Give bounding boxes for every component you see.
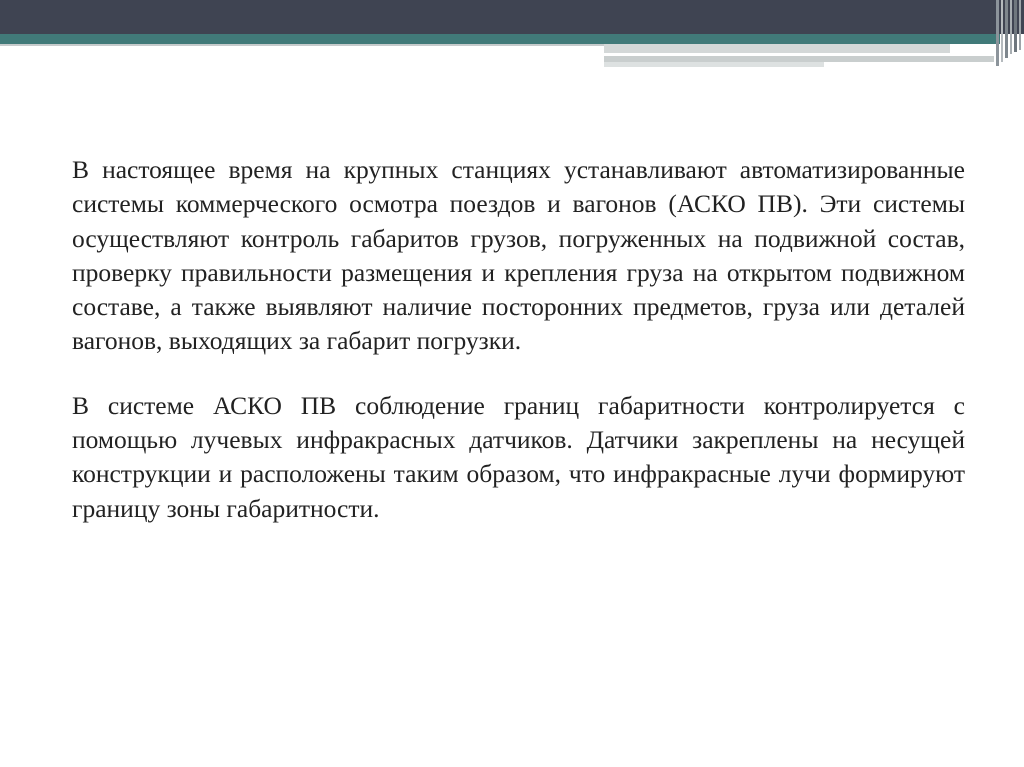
header-accent-stripe — [0, 34, 1000, 44]
header-band — [0, 0, 1024, 34]
corner-decor-stripe — [1019, 0, 1021, 50]
header-divider-line — [0, 44, 604, 46]
header-decor-bar — [604, 44, 950, 53]
corner-decor-stripe — [1010, 0, 1012, 54]
header-decor-bar — [604, 62, 824, 67]
corner-decor-stripe — [1005, 0, 1008, 58]
paragraph-infrared-sensors: В системе АСКО ПВ соблюдение границ габаритности контролируется с помощью лучевых инфракрасных датчиков. Датчики закреплены на несущей конструкции и расположены таким образом, что инфракрасные лучи формируют границу зоны габаритности. — [72, 390, 965, 523]
corner-decor-stripe — [1014, 0, 1017, 52]
slide-body-text — [72, 153, 965, 526]
corner-decor-stripe — [1001, 0, 1003, 62]
corner-decor-stripe — [996, 0, 999, 66]
paragraph-asko-overview: В настоящее время на крупных станциях устанавливают автоматизированные системы коммерческого осмотра поездов и вагонов (АСКО ПВ). Эти системы осуществляют контроль габаритов грузов, погруженных на подвижной состав, проверку правильности размещения и крепления груза на открытом подвижном составе, а также выявляют наличие посторонних предметов, груза или деталей вагонов, выходящих за габарит погрузки. — [72, 155, 965, 356]
